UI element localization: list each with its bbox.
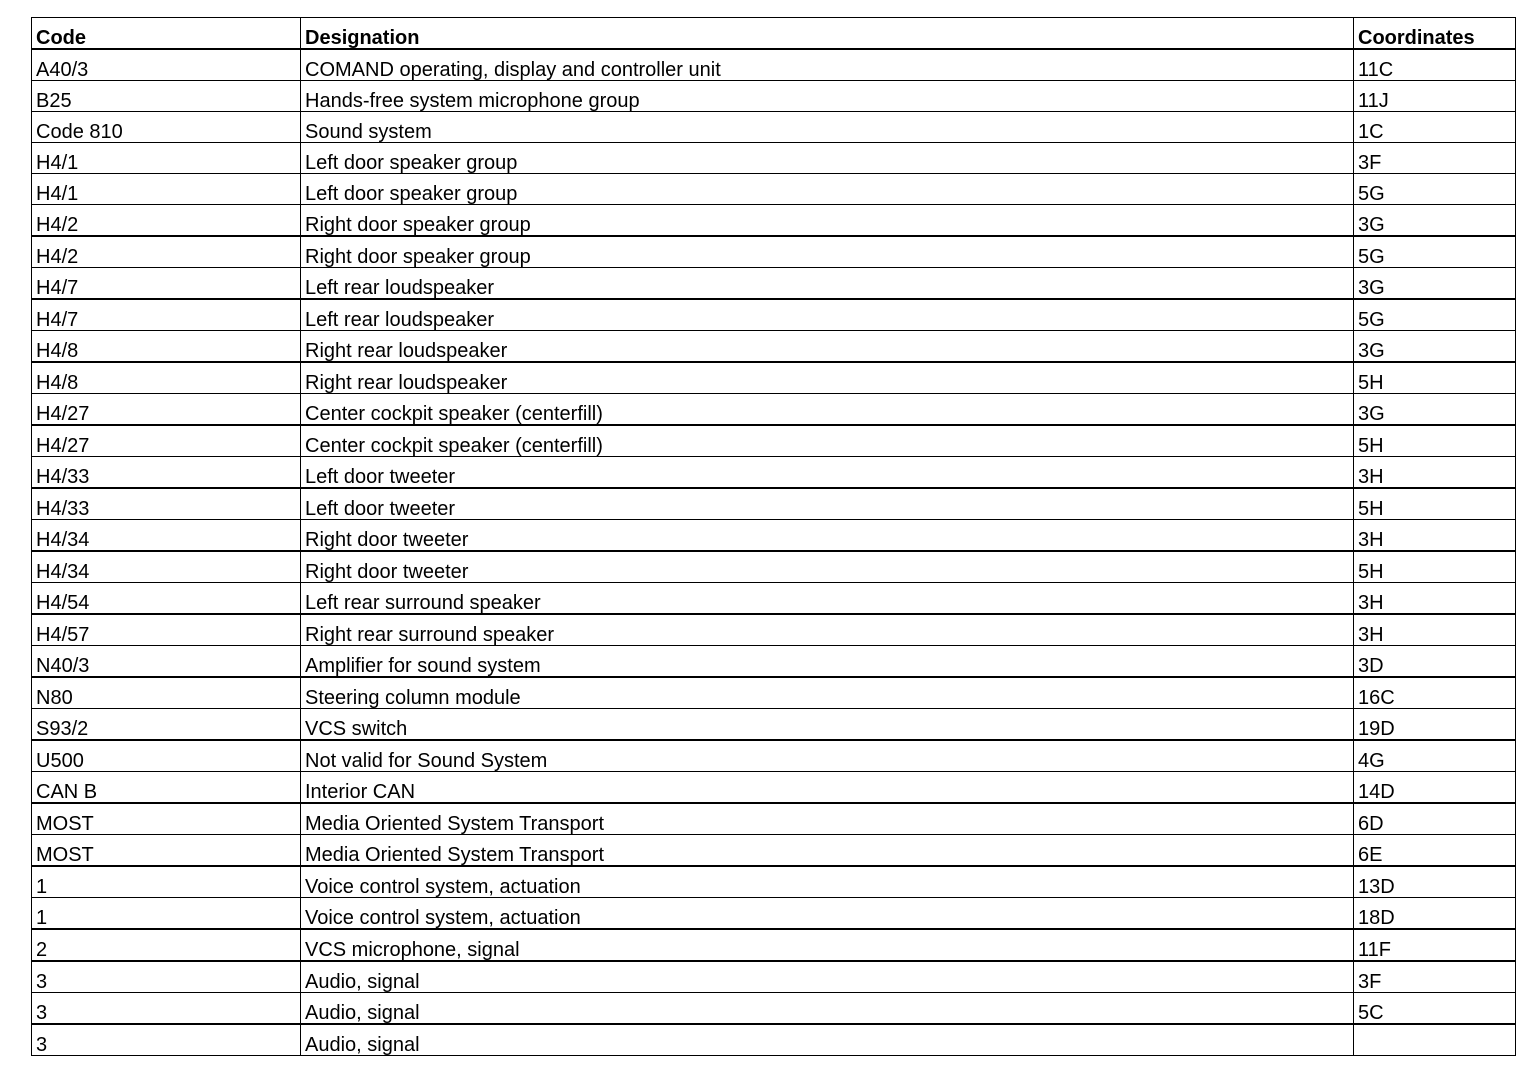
header-designation: Designation	[301, 18, 1354, 50]
table-body	[32, 49, 1516, 1056]
cell-designation: Voice control system, actuation	[301, 898, 1354, 930]
cell-designation: Steering column module	[301, 677, 1354, 709]
cell-coordinates: 16C	[1354, 677, 1516, 709]
cell-coordinates: 3F	[1354, 961, 1516, 993]
cell-coordinates: 3H	[1354, 614, 1516, 646]
cell-coordinates: 3G	[1354, 205, 1516, 237]
cell-code: 3	[32, 961, 301, 993]
cell-designation: Media Oriented System Transport	[301, 803, 1354, 835]
component-legend-table	[31, 17, 1516, 1056]
cell-coordinates: 5H	[1354, 488, 1516, 520]
table-row	[32, 362, 1516, 394]
cell-coordinates: 1C	[1354, 112, 1516, 143]
cell-coordinates	[1354, 1024, 1516, 1056]
cell-designation: Left door speaker group	[301, 143, 1354, 174]
cell-code: N40/3	[32, 646, 301, 678]
cell-code: U500	[32, 740, 301, 772]
cell-coordinates: 6E	[1354, 835, 1516, 867]
table-row	[32, 898, 1516, 930]
cell-coordinates: 5C	[1354, 993, 1516, 1025]
table-row	[32, 993, 1516, 1025]
cell-code: H4/34	[32, 551, 301, 583]
table-row	[32, 112, 1516, 143]
table-row	[32, 331, 1516, 363]
cell-code: H4/1	[32, 174, 301, 205]
cell-coordinates: 5G	[1354, 236, 1516, 268]
cell-coordinates: 3F	[1354, 143, 1516, 174]
table-row	[32, 614, 1516, 646]
cell-designation: VCS microphone, signal	[301, 929, 1354, 961]
header-code: Code	[32, 18, 301, 50]
table-row	[32, 866, 1516, 898]
table-row	[32, 520, 1516, 552]
cell-coordinates: 5H	[1354, 362, 1516, 394]
cell-code: 3	[32, 993, 301, 1025]
cell-code: MOST	[32, 835, 301, 867]
cell-coordinates: 3D	[1354, 646, 1516, 678]
cell-designation: Audio, signal	[301, 961, 1354, 993]
cell-designation: Hands-free system microphone group	[301, 81, 1354, 112]
cell-coordinates: 18D	[1354, 898, 1516, 930]
cell-code: 3	[32, 1024, 301, 1056]
table-row	[32, 961, 1516, 993]
table-row	[32, 457, 1516, 489]
cell-code: H4/33	[32, 488, 301, 520]
table-row	[32, 646, 1516, 678]
cell-designation: Sound system	[301, 112, 1354, 143]
table-row	[32, 394, 1516, 426]
cell-coordinates: 5H	[1354, 551, 1516, 583]
table-row	[32, 1024, 1516, 1056]
cell-designation: Audio, signal	[301, 1024, 1354, 1056]
cell-coordinates: 4G	[1354, 740, 1516, 772]
cell-designation: Center cockpit speaker (centerfill)	[301, 425, 1354, 457]
table-row	[32, 551, 1516, 583]
header-row	[32, 18, 1516, 50]
table-row	[32, 740, 1516, 772]
table-row	[32, 299, 1516, 331]
cell-coordinates: 5H	[1354, 425, 1516, 457]
table-row	[32, 205, 1516, 237]
cell-code: A40/3	[32, 49, 301, 81]
cell-coordinates: 11C	[1354, 49, 1516, 81]
table-row	[32, 709, 1516, 741]
cell-code: H4/33	[32, 457, 301, 489]
cell-designation: Audio, signal	[301, 993, 1354, 1025]
cell-code: Code 810	[32, 112, 301, 143]
cell-code: 2	[32, 929, 301, 961]
cell-coordinates: 11J	[1354, 81, 1516, 112]
cell-code: H4/34	[32, 520, 301, 552]
cell-coordinates: 3H	[1354, 520, 1516, 552]
cell-designation: Right door speaker group	[301, 236, 1354, 268]
cell-designation: Left door tweeter	[301, 457, 1354, 489]
cell-code: H4/2	[32, 236, 301, 268]
cell-coordinates: 3G	[1354, 331, 1516, 363]
cell-code: H4/57	[32, 614, 301, 646]
cell-code: H4/27	[32, 425, 301, 457]
cell-coordinates: 5G	[1354, 174, 1516, 205]
cell-code: H4/2	[32, 205, 301, 237]
cell-designation: Right rear loudspeaker	[301, 331, 1354, 363]
table-row	[32, 268, 1516, 300]
table-row	[32, 677, 1516, 709]
cell-coordinates: 3G	[1354, 268, 1516, 300]
cell-designation: VCS switch	[301, 709, 1354, 741]
cell-designation: Media Oriented System Transport	[301, 835, 1354, 867]
cell-coordinates: 14D	[1354, 772, 1516, 804]
table-row	[32, 488, 1516, 520]
cell-designation: Left rear surround speaker	[301, 583, 1354, 615]
cell-designation: Right door speaker group	[301, 205, 1354, 237]
cell-code: 1	[32, 866, 301, 898]
table-row	[32, 143, 1516, 174]
table-row	[32, 772, 1516, 804]
cell-code: H4/8	[32, 362, 301, 394]
cell-designation: Right door tweeter	[301, 520, 1354, 552]
cell-designation: Right door tweeter	[301, 551, 1354, 583]
cell-designation: Amplifier for sound system	[301, 646, 1354, 678]
table-row	[32, 425, 1516, 457]
table-row	[32, 583, 1516, 615]
cell-coordinates: 3H	[1354, 583, 1516, 615]
cell-designation: Voice control system, actuation	[301, 866, 1354, 898]
cell-designation: COMAND operating, display and controller unit	[301, 49, 1354, 81]
table-row	[32, 929, 1516, 961]
cell-coordinates: 13D	[1354, 866, 1516, 898]
cell-code: H4/8	[32, 331, 301, 363]
table-row	[32, 835, 1516, 867]
cell-code: H4/27	[32, 394, 301, 426]
table-row	[32, 81, 1516, 112]
cell-coordinates: 3G	[1354, 394, 1516, 426]
table-row	[32, 236, 1516, 268]
cell-designation: Left rear loudspeaker	[301, 299, 1354, 331]
cell-coordinates: 19D	[1354, 709, 1516, 741]
cell-code: S93/2	[32, 709, 301, 741]
cell-code: H4/1	[32, 143, 301, 174]
cell-coordinates: 11F	[1354, 929, 1516, 961]
table-row	[32, 803, 1516, 835]
cell-code: N80	[32, 677, 301, 709]
cell-designation: Interior CAN	[301, 772, 1354, 804]
cell-designation: Left rear loudspeaker	[301, 268, 1354, 300]
table-row	[32, 49, 1516, 81]
cell-code: MOST	[32, 803, 301, 835]
cell-designation: Not valid for Sound System	[301, 740, 1354, 772]
cell-code: H4/54	[32, 583, 301, 615]
cell-coordinates: 3H	[1354, 457, 1516, 489]
cell-code: CAN B	[32, 772, 301, 804]
table-row	[32, 174, 1516, 205]
cell-designation: Center cockpit speaker (centerfill)	[301, 394, 1354, 426]
cell-designation: Right rear loudspeaker	[301, 362, 1354, 394]
cell-designation: Left door tweeter	[301, 488, 1354, 520]
cell-coordinates: 6D	[1354, 803, 1516, 835]
header-coordinates: Coordinates	[1354, 18, 1516, 50]
cell-code: B25	[32, 81, 301, 112]
cell-coordinates: 5G	[1354, 299, 1516, 331]
cell-designation: Left door speaker group	[301, 174, 1354, 205]
cell-code: 1	[32, 898, 301, 930]
cell-code: H4/7	[32, 268, 301, 300]
cell-code: H4/7	[32, 299, 301, 331]
cell-designation: Right rear surround speaker	[301, 614, 1354, 646]
